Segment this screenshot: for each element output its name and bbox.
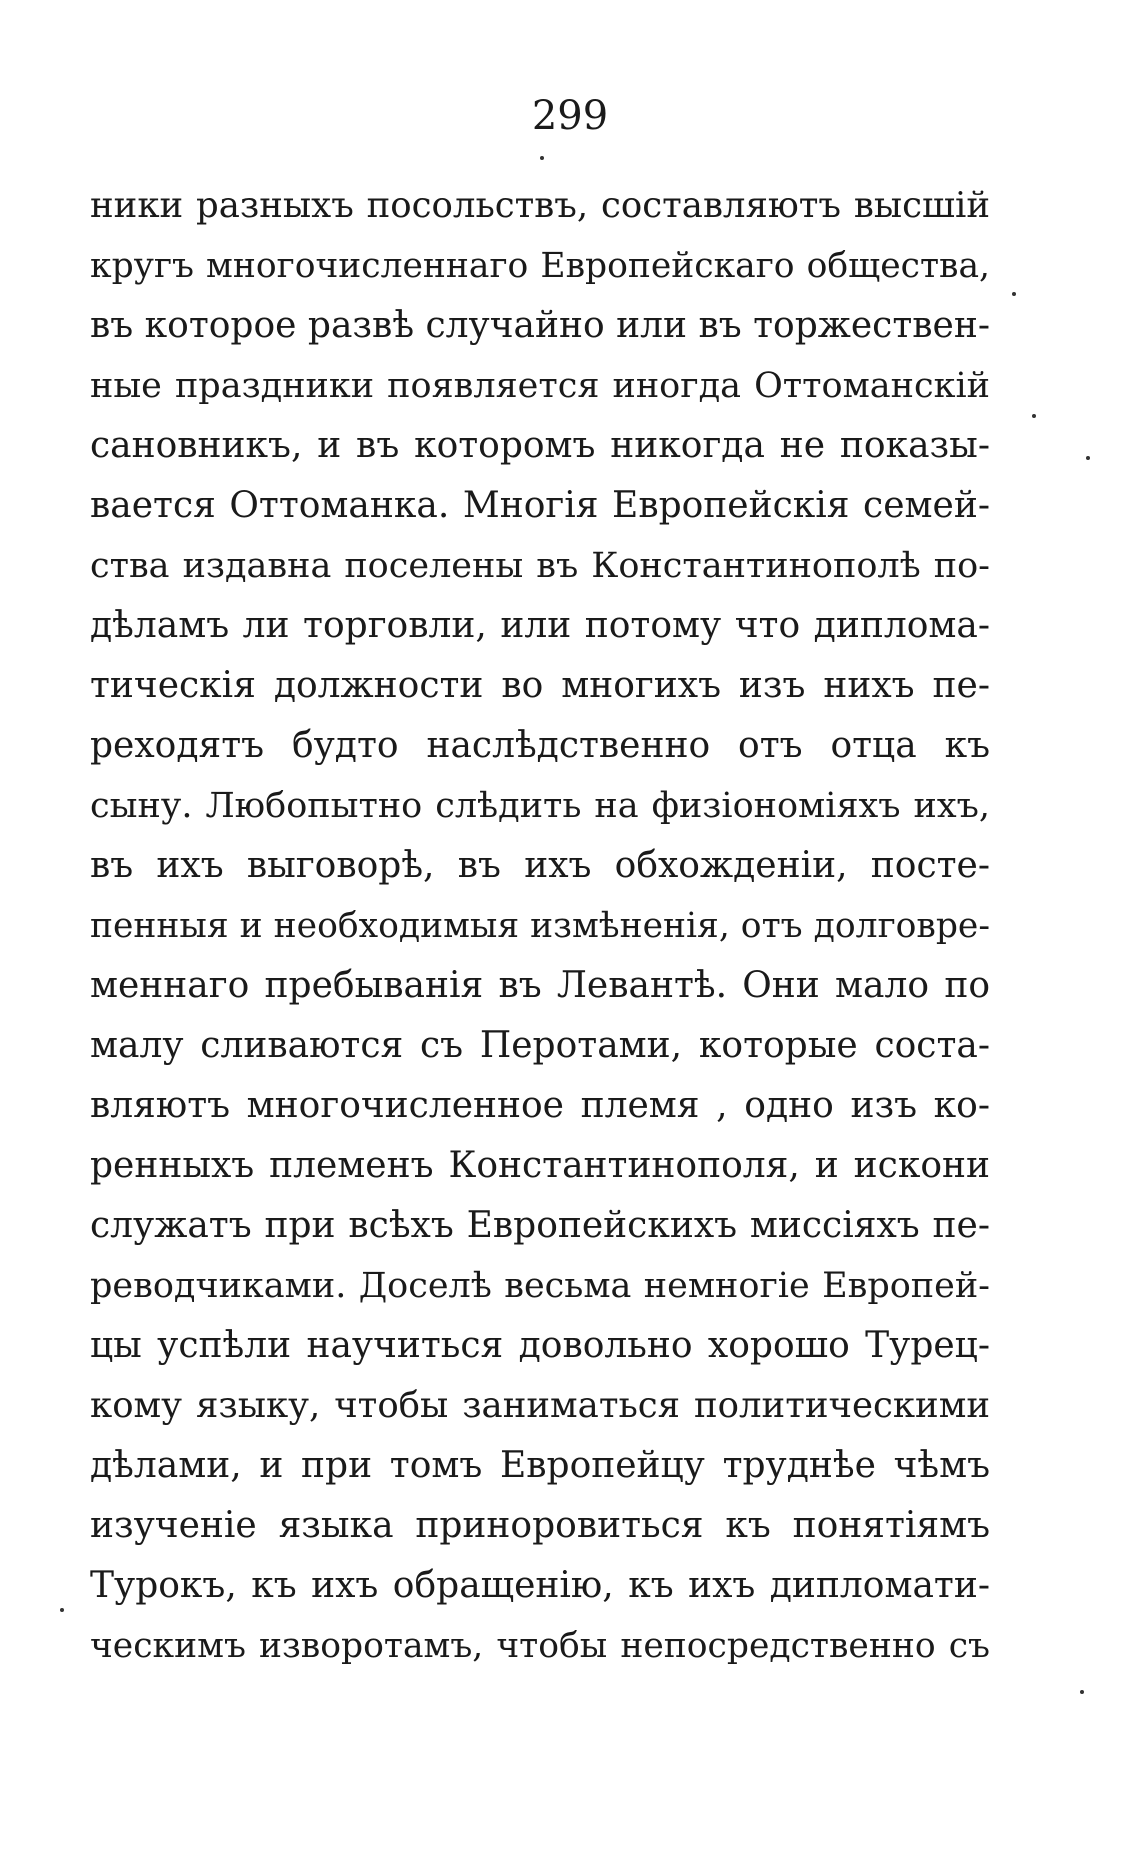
text-line: дѣламъ ли торговли, или потому что диплома- (90, 605, 990, 646)
scan-speck (1012, 292, 1016, 296)
text-line: сановникъ, и въ которомъ никогда не показы- (90, 425, 990, 466)
text-line: ства издавна поселены въ Константинополѣ по- (90, 546, 990, 586)
text-line: ренныхъ племенъ Константинополя, и искони (90, 1145, 990, 1186)
scan-speck (60, 1608, 64, 1612)
text-line: ные праздники появляется иногда Оттоманскій (90, 366, 990, 406)
text-line: кому языку, чтобы заниматься политическими (90, 1385, 990, 1426)
text-line: тическія должности во многихъ изъ нихъ пе- (90, 665, 990, 706)
scan-speck (1086, 456, 1090, 460)
text-line: дѣлами, и при томъ Европейцу труднѣе чѣмъ (90, 1445, 990, 1486)
text-line: вляютъ многочисленное племя , одно изъ ко- (90, 1085, 990, 1126)
text-line: Турокъ, къ ихъ обращенію, къ ихъ дипломати- (90, 1565, 990, 1606)
text-line: ческимъ изворотамъ, чтобы непосредственно съ (90, 1626, 990, 1666)
text-line: служатъ при всѣхъ Европейскихъ миссіяхъ пе- (90, 1205, 990, 1246)
scan-speck (1080, 1690, 1084, 1694)
text-line: меннаго пребыванія въ Левантѣ. Они мало по (90, 965, 990, 1006)
text-line: изученіе языка приноровиться къ понятіямъ (90, 1505, 990, 1546)
text-line: ники разныхъ посольствъ, составляютъ высшій (90, 185, 990, 226)
text-line: кругъ многочисленнаго Европейскаго общества, (90, 246, 990, 286)
text-line: въ которое развѣ случайно или въ торжествен- (90, 305, 990, 346)
body-text (90, 176, 990, 1676)
text-line: малу сливаются съ Перотами, которые соста- (90, 1025, 990, 1066)
text-line: реводчиками. Доселѣ весьма немногіе Европей- (90, 1266, 990, 1306)
text-line: цы успѣли научиться довольно хорошо Турец- (90, 1325, 990, 1366)
scan-speck (540, 156, 544, 160)
text-line: сыну. Любопытно слѣдить на физіономіяхъ ихъ, (90, 786, 990, 826)
text-line: реходятъ будто наслѣдственно отъ отца къ (90, 725, 990, 766)
text-line: въ ихъ выговорѣ, въ ихъ обхожденіи, посте- (90, 845, 990, 886)
text-line: вается Оттоманка. Многія Европейскія семей- (90, 485, 990, 526)
page-number: 299 (531, 93, 609, 139)
text-line: пенныя и необходимыя измѣненія, отъ долговре- (90, 906, 990, 946)
scan-speck (1032, 414, 1036, 418)
